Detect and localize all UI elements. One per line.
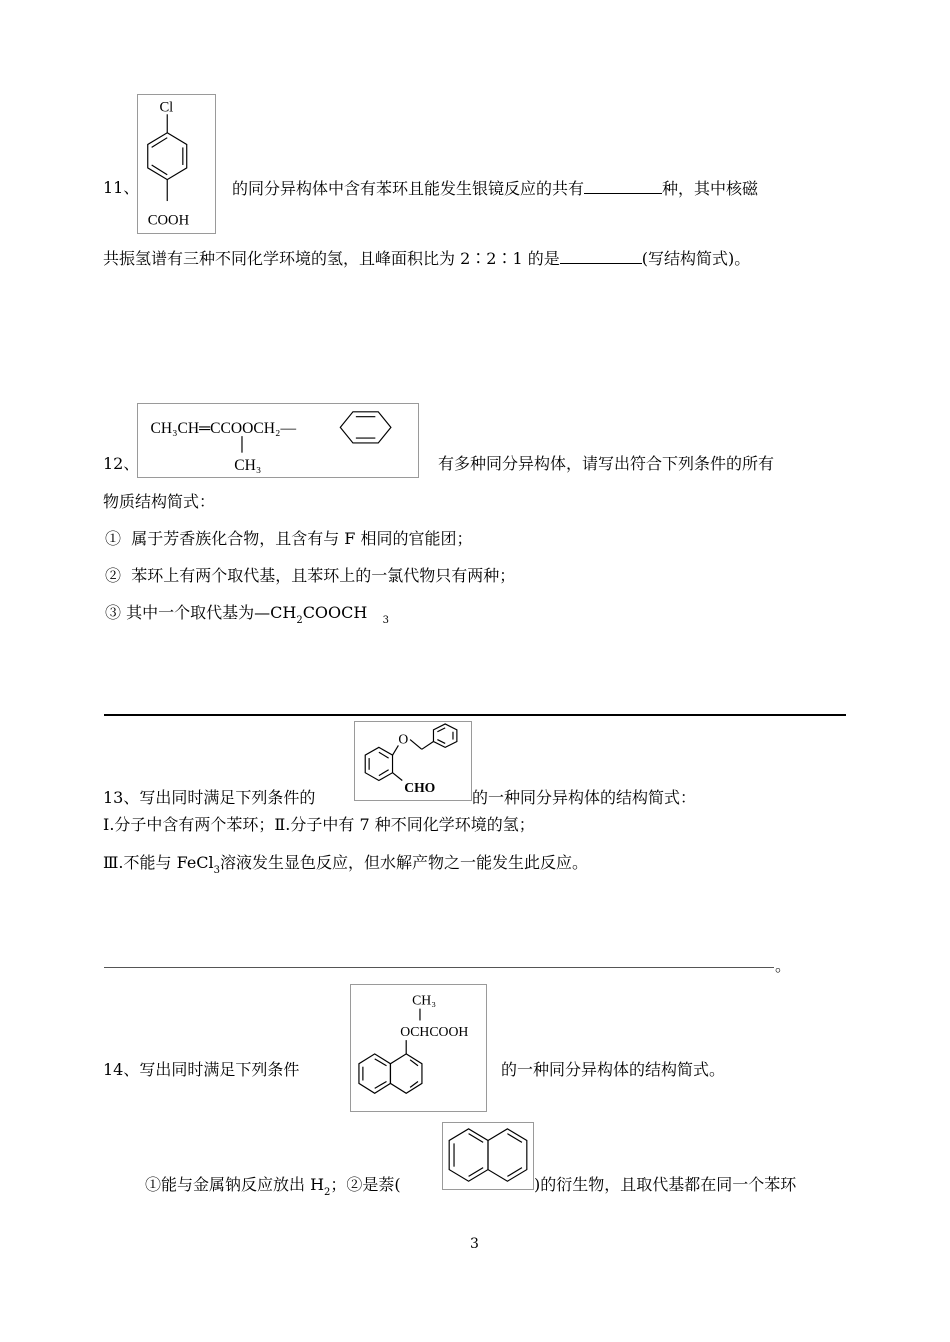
- q11-line2-after: (写结构简式)。: [641, 249, 751, 268]
- q11-line1-text: 的同分异构体中含有苯环且能发生银镜反应的共有: [232, 179, 585, 198]
- q14-number-text: 14、写出同时满足下列条件: [103, 1060, 300, 1079]
- q13-structure-image: [354, 721, 472, 801]
- q13-condition-3-main: Ⅲ.不能与 FeCl: [103, 853, 214, 872]
- q12-condition-3-text: 其中一个取代基为—CH: [126, 603, 297, 622]
- q13-condition-3: [103, 850, 589, 876]
- q12-condition-3-mid: COOCH: [302, 603, 368, 622]
- q14-condition-b: ；②是萘(: [330, 1175, 401, 1194]
- q11-cooh-label: COOH: [147, 212, 190, 229]
- q14-naphthalene-image: [442, 1122, 534, 1190]
- q11-number: 11、: [103, 178, 140, 197]
- q14-side-chain-label: OCHCOOH: [400, 1024, 469, 1040]
- q13-condition-3-rest: 溶液发生显色反应，但水解产物之一能发生此反应。: [220, 853, 589, 872]
- q11-structure-image: [137, 94, 216, 234]
- q11-line2: [103, 245, 750, 269]
- q11-line1: [232, 175, 758, 199]
- q12-line1: 有多种同分异构体，请写出符合下列条件的所有: [438, 454, 775, 473]
- q13-condition-1-2: Ⅰ.分子中含有两个苯环；Ⅱ.分子中有 7 种不同化学环境的氢；: [103, 815, 535, 834]
- q12-condition-2: [105, 563, 515, 586]
- q12-condition-2-text: 苯环上有两个取代基，且苯环上的一氯代物只有两种；: [131, 566, 516, 585]
- q12-line2: 物质结构简式：: [103, 492, 216, 511]
- q12-structure-image: [137, 403, 419, 478]
- q11-cl-label: Cl: [159, 99, 174, 116]
- q13-cho-label: CHO: [404, 780, 436, 796]
- q13-after-text: 的一种同分异构体的结构简式：: [472, 788, 697, 807]
- q11-blank-structure[interactable]: [560, 245, 642, 264]
- q12-condition-3-sub2: 3: [382, 615, 389, 626]
- q12-condition-3-mark: ③: [105, 603, 122, 622]
- q11-line2-text: 共振氢谱有三种不同化学环境的氢，且峰面积比为 2∶2∶1 的是: [103, 249, 560, 268]
- q14-condition-a-sub: 2: [324, 1187, 331, 1198]
- q12-condition-2-mark: ②: [105, 566, 122, 585]
- q14-condition-a: ①能与金属钠反应放出 H: [145, 1175, 325, 1194]
- q11-line1-after: 种，其中核磁: [662, 179, 759, 198]
- q13-condition-3-sub: 3: [213, 865, 221, 876]
- q12-number: 12、: [103, 454, 140, 473]
- q13-o-label: O: [398, 731, 409, 747]
- q12-branch-label: CH₃: [234, 457, 262, 475]
- q12-condition-3: [105, 600, 389, 626]
- q13-number-text: 13、写出同时满足下列条件的: [103, 788, 316, 807]
- q11-blank-count[interactable]: [584, 175, 662, 194]
- page-number: 3: [470, 1236, 479, 1252]
- section-divider: [104, 714, 846, 716]
- q12-condition-1: [105, 526, 472, 549]
- q13-answer-line[interactable]: [104, 967, 774, 968]
- q14-condition-c: )的衍生物，且取代基都在同一个苯环: [534, 1175, 797, 1194]
- q13-end-mark: 。: [775, 956, 792, 975]
- q12-main-chain-label: CH₃CH═CCOOCH₂—: [150, 420, 297, 438]
- q12-condition-1-text: 属于芳香族化合物，且含有与 F 相同的官能团；: [131, 529, 473, 548]
- q12-condition-1-mark: ①: [105, 529, 122, 548]
- q14-ch3-label: CH₃: [412, 992, 437, 1008]
- q14-after-text: 的一种同分异构体的结构简式。: [501, 1060, 726, 1079]
- q14-conditions: [145, 1172, 401, 1198]
- q12-condition-3-sub1: 2: [296, 615, 303, 626]
- q14-structure-image: [350, 984, 487, 1112]
